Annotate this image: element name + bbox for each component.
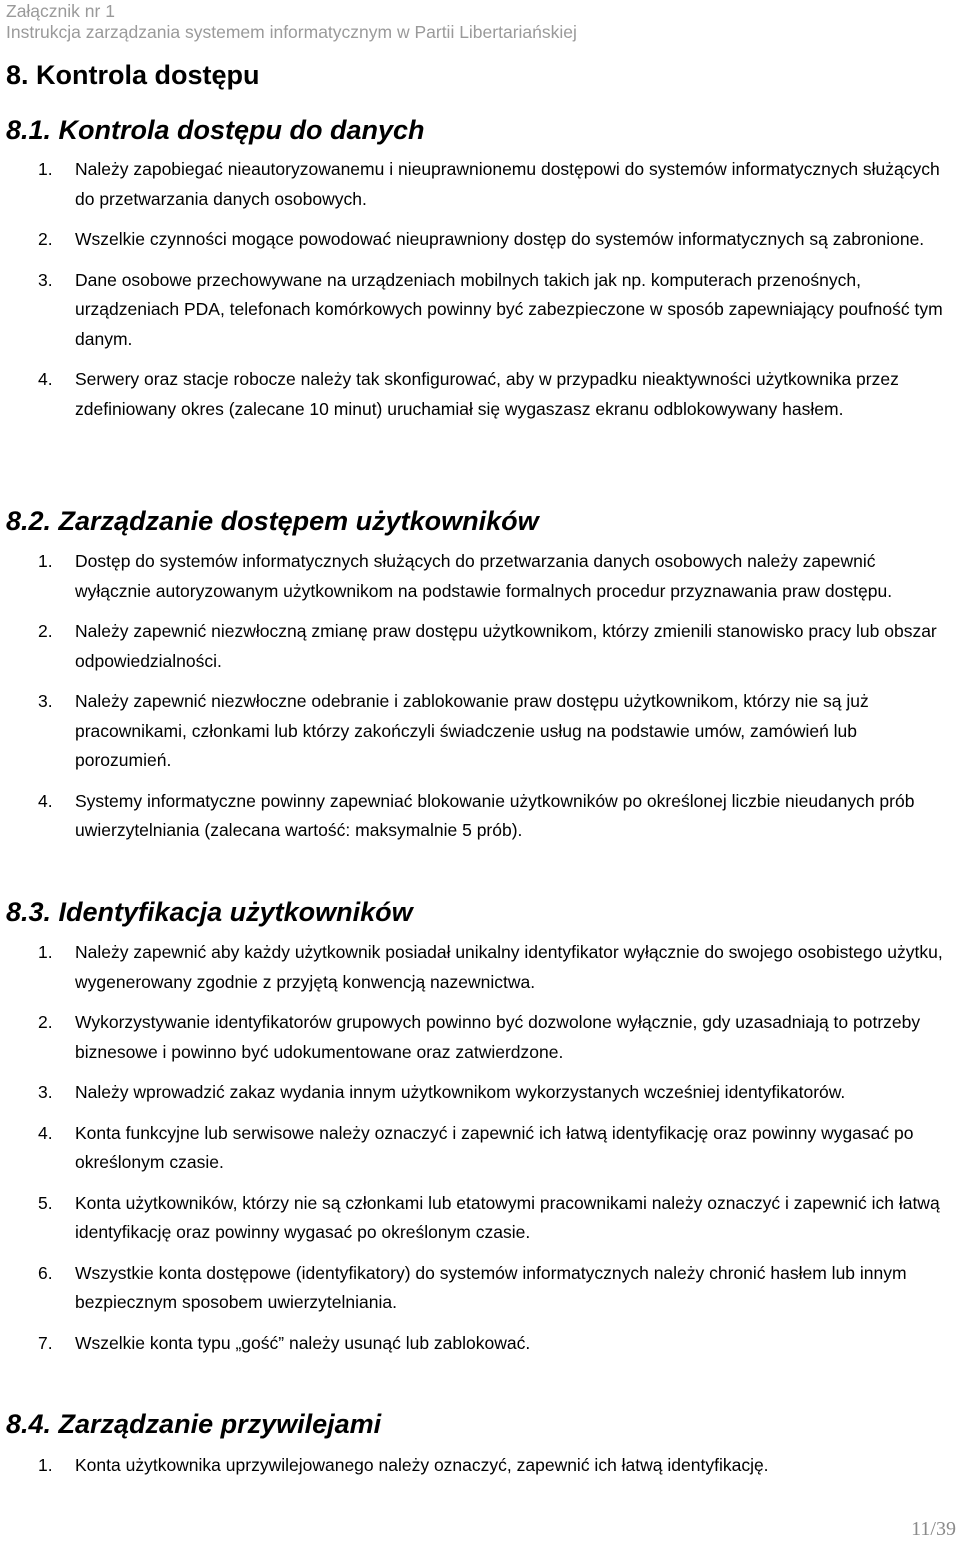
list-item <box>0 687 960 776</box>
list-item <box>0 938 960 997</box>
list-item-text: Konta funkcyjne lub serwisowe należy oznaczyć i zapewnić ich łatwą identyfikację oraz powinny wygasać po określonym czasie. <box>75 1122 914 1172</box>
list-item <box>0 1078 960 1108</box>
list-item-text: Serwery oraz stacje robocze należy tak skonfigurować, aby w przypadku nieaktywności użytkownika przez zdefiniowany okres (zalecane 10 minut) uruchamiał się wygaszasz ekranu odblokowywany hasłem. <box>75 369 899 419</box>
list-item <box>0 225 960 255</box>
list-item <box>0 365 960 424</box>
list-item-number: 3. <box>38 269 53 290</box>
list-item <box>0 155 960 214</box>
list-item-text: Należy wprowadzić zakaz wydania innym użytkownikom wykorzystanych wcześniej identyfikatorów. <box>75 1082 846 1102</box>
list-item-number: 5. <box>38 1192 53 1213</box>
list-item <box>0 617 960 676</box>
list-item-text: Wszelkie konta typu „gość” należy usunąć lub zablokować. <box>75 1332 531 1353</box>
list-item-number: 4. <box>38 1122 53 1143</box>
list-item-number: 4. <box>38 369 53 389</box>
list-item-number: 4. <box>38 790 53 811</box>
subsection-title-8-1: 8.1. Kontrola dostępu do danych <box>6 115 425 145</box>
list-item-text: Należy zapobiegać nieautoryzowanemu i nieuprawnionemu dostępowi do systemów informatycznych służących do przetwarzania danych osobowych. <box>75 159 940 209</box>
list-item <box>0 1008 960 1067</box>
list-item <box>0 547 960 606</box>
list-item-number: 1. <box>38 159 53 179</box>
list-item-text: Wszelkie czynności mogące powodować nieuprawniony dostęp do systemów informatycznych są zabronione. <box>75 229 925 249</box>
list-item-number: 3. <box>38 1082 53 1102</box>
list-item <box>0 1451 960 1481</box>
list-item <box>0 1119 960 1178</box>
subsection-list-8-3 <box>0 938 960 1358</box>
section-title: 8. Kontrola dostępu <box>6 60 260 90</box>
list-item-number: 1. <box>38 1455 53 1475</box>
subsection-list-8-4 <box>0 1451 960 1481</box>
list-item-text: Wszystkie konta dostępowe (identyfikatory) do systemów informatycznych należy chronić hasłem lub innym bezpiecznym sposobem uwierzytelniania. <box>75 1262 907 1312</box>
list-item-text: Należy zapewnić niezwłoczne odebranie i zablokowanie praw dostępu użytkownikom, którzy nie są już pracownikami, członkami lub którzy zakończyli świadczenie usług na podstawie umów, zamówień lub porozumień. <box>75 691 869 770</box>
subsection-list-8-2 <box>0 547 960 846</box>
list-item-text: Należy zapewnić niezwłoczną zmianę praw dostępu użytkownikom, którzy zmienili stanowisko pracy lub obszar odpowiedzialności. <box>75 621 937 671</box>
list-item-text: Konta użytkowników, którzy nie są członkami lub etatowymi pracownikami należy oznaczyć i zapewnić ich łatwą identyfikację oraz powinny wygasać po określonym czasie. <box>75 1192 940 1242</box>
list-item-text: Systemy informatyczne powinny zapewniać blokowanie użytkowników po określonej liczbie nieudanych prób uwierzytelniania (zalecana wartość: maksymalnie 5 prób). <box>75 790 915 840</box>
subsection-title-8-3: 8.3. Identyfikacja użytkowników <box>6 897 413 927</box>
list-item-number: 1. <box>38 551 53 571</box>
list-item-text: Wykorzystywanie identyfikatorów grupowych powinno być dozwolone wyłącznie, gdy uzasadniają to potrzeby biznesowe i powinno być udokumentowane oraz zatwierdzone. <box>75 1012 921 1062</box>
list-item-number: 2. <box>38 229 53 249</box>
header-line-1: Załącznik nr 1 <box>6 1 115 21</box>
list-item <box>0 787 960 846</box>
subsection-title-8-2: 8.2. Zarządzanie dostępem użytkowników <box>6 506 539 536</box>
list-item-number: 2. <box>38 621 53 641</box>
page-number: 11/39 <box>911 1518 956 1540</box>
subsection-list-8-1 <box>0 155 960 424</box>
list-item-text: Dane osobowe przechowywane na urządzeniach mobilnych takich jak np. komputerach przenośnych, urządzeniach PDA, telefonach komórkowych powinny być zabezpieczone w sposób zapewniający poufność tym danym. <box>75 269 943 349</box>
list-item <box>0 1189 960 1248</box>
list-item-number: 6. <box>38 1262 53 1283</box>
header-line-2: Instrukcja zarządzania systemem informatycznym w Partii Libertariańskiej <box>6 22 577 42</box>
subsection-title-8-4: 8.4. Zarządzanie przywilejami <box>6 1409 382 1439</box>
list-item-text: Konta użytkownika uprzywilejowanego należy oznaczyć, zapewnić ich łatwą identyfikację. <box>75 1455 769 1475</box>
list-item-text: Dostęp do systemów informatycznych służących do przetwarzania danych osobowych należy zapewnić wyłącznie autoryzowanym użytkownikom na podstawie formalnych procedur przyznawania praw dostępu. <box>75 551 893 601</box>
list-item <box>0 266 960 355</box>
list-item-number: 2. <box>38 1012 53 1032</box>
list-item <box>0 1259 960 1318</box>
list-item-number: 3. <box>38 691 53 711</box>
list-item-number: 1. <box>38 942 53 962</box>
list-item-number: 7. <box>38 1332 53 1353</box>
list-item <box>0 1329 960 1359</box>
list-item-text: Należy zapewnić aby każdy użytkownik posiadał unikalny identyfikator wyłącznie do swojego osobistego użytku, wygenerowany zgodnie z przyjętą konwencją nazewnictwa. <box>75 942 943 992</box>
